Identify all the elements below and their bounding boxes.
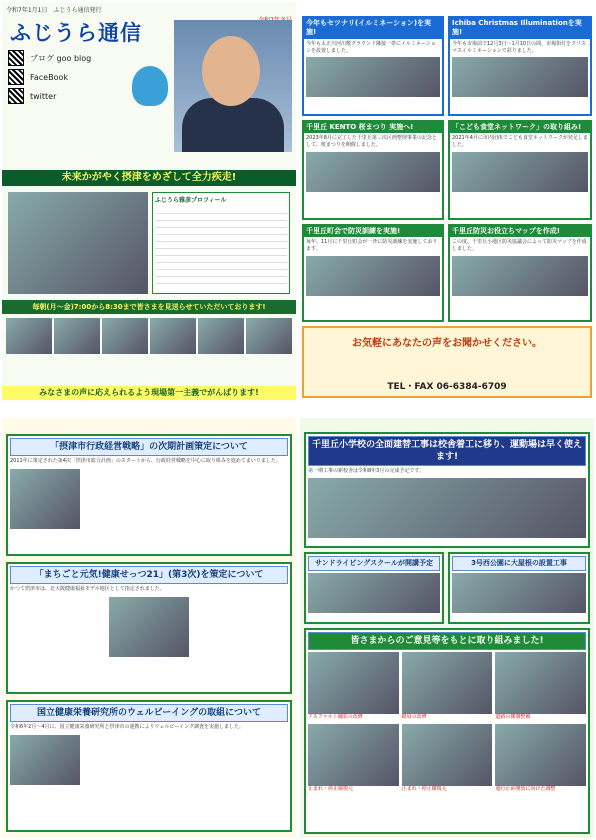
contact-line: TEL・FAX 06-6384-6709 xyxy=(387,382,507,392)
qr-code-icon xyxy=(8,69,24,85)
strategy-section: 「摂津市行政経営戦略」の次期計画策定について 2011年に策定された第4次「摂津市総合計画」のスタートから、行政経営戦略を中心に取り組みを進めてまいりました。 xyxy=(6,434,292,556)
drill-box: 千里丘町会で防災訓練を実施! 毎年、11月に千里丘町会が一斉に防災訓練を実施しております。 xyxy=(302,224,444,322)
newsletter-title: ふじうら通信 xyxy=(10,20,142,45)
park-section: 3号西公園に大屋根の設置工事 xyxy=(448,552,590,624)
link-blog[interactable]: ブログ goo blog xyxy=(8,50,296,66)
slogan-banner: 未来かがやく摂津をめざして全力疾走! xyxy=(2,170,296,186)
morning-banner: 毎朝(月〜金)7:00から8:30まで皆さまを見送らせていただいております! xyxy=(2,300,296,314)
map-box: 千里丘防災お役立ちマップを作成! この度、千里丘小地区防災協議会によって防災マップを作成しました。 xyxy=(448,224,592,322)
link-twitter[interactable]: twitter xyxy=(8,88,296,104)
page-front xyxy=(2,2,296,402)
wellbeing-section: 国立健康栄養研究所のウェルビーイングの取組について 令和6年2月〜4月に、国立健康栄養研究所と摂津市の連携によりウェルビーイング調査を実施しました。 xyxy=(6,700,292,832)
page-inner-left xyxy=(2,418,296,838)
photo-strip xyxy=(6,318,292,354)
ichiba-box: Ichiba Christmas Illuminationを実施! 今年も市場前で12月3日〜1月10日の間、市場街灯をクリスマスイルミネーションで彩りました。 xyxy=(448,16,592,116)
qr-code-icon xyxy=(8,88,24,104)
page-back xyxy=(300,2,594,402)
date-line: 令和7年1月1日 ふじうら通信発行 xyxy=(6,7,102,14)
sakura-box: 千里丘 KENTO 桜まつり 実施へ! 2023年8月に完了した千里丘第三次区画整理事業の記念として、桜まつりを開催しました。 xyxy=(302,120,444,220)
profile-box: ふじうら雅彦プロフィール xyxy=(152,192,290,294)
mascot-image xyxy=(132,66,168,106)
illumination-box: 今年もセツナリ(イルミネーション)を実施! 今年も太正川河川敷グラウンド隣接一帯にイルミネーションを設置しました。 xyxy=(302,16,444,116)
portrait-photo xyxy=(174,20,292,152)
page-inner-right xyxy=(300,418,594,838)
driving-section: サンドライビングスクールが開講予定 xyxy=(304,552,444,624)
city-photo xyxy=(8,192,148,294)
link-facebook[interactable]: FaceBook xyxy=(8,69,296,85)
school-section: 千里丘小学校の全面建替工事は校舎着工に移り、運動場は早く使えます! 第一期工事の新校舎は令和8年3月の完成予定です。 xyxy=(304,432,590,548)
requests-section: 皆さまからのご意見等をもとに取り組みました! アスファルト舗装の改修 路肩の改修 道路の側溝整備 止まれ・停止線復元 止まれ・停止線復元 通行止め開放に向けた調整 xyxy=(304,628,590,834)
voice-box: お気軽にあなたの声をお聞かせください。 TEL・FAX 06-6384-6709 xyxy=(302,326,592,398)
qr-code-icon xyxy=(8,50,24,66)
kodomo-box: 「こども食堂ネットワーク」の取り組み! 2021年4月に市内団体でこども食堂ネットワークが発足しました。 xyxy=(448,120,592,220)
health-section: 「まちごと元気!健康せっつ21」(第3次)を策定について かつて摂津市は、北大阪健康福祉モデル地区として指定されました。 xyxy=(6,562,292,694)
mission-banner: みなさまの声に応えられるよう現場第一主義でがんばります! xyxy=(2,386,296,400)
